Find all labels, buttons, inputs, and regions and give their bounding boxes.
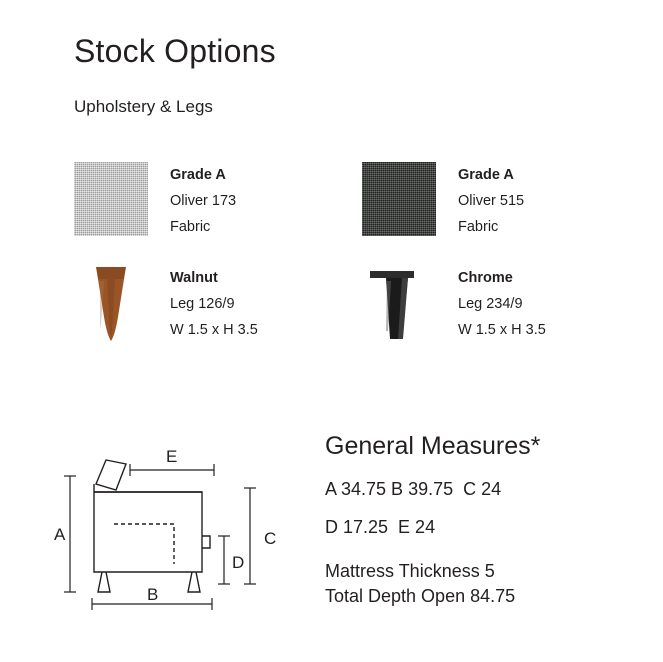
- walnut-leg-icon: [74, 265, 148, 343]
- diagram-label-d: D: [232, 553, 245, 572]
- option-text-block: [458, 162, 658, 240]
- option-name: Grade A: [170, 167, 226, 183]
- fabric-swatch-icon: [362, 162, 436, 236]
- option-name: Chrome: [458, 270, 513, 286]
- diagram-label-b: B: [147, 585, 159, 604]
- measure-line-3: Mattress Thickness 5: [325, 561, 495, 581]
- option-code: Leg 126/9: [170, 296, 235, 312]
- option-detail: W 1.5 x H 3.5: [170, 322, 258, 338]
- option-name: Grade A: [458, 167, 514, 183]
- option-code: Leg 234/9: [458, 296, 523, 312]
- measure-line-4: Total Depth Open 84.75: [325, 586, 516, 606]
- diagram-label-a: A: [54, 525, 66, 544]
- option-code: Oliver 515: [458, 193, 525, 209]
- option-name: Walnut: [170, 270, 218, 286]
- measure-line-1: A 34.75 B 39.75 C 24: [325, 479, 502, 499]
- page-title: Stock Options: [74, 33, 276, 69]
- chrome-leg-icon: [362, 265, 436, 343]
- option-text-block: [170, 162, 370, 240]
- diagram-label-e: E: [166, 447, 178, 466]
- option-detail: Fabric: [458, 219, 499, 235]
- option-detail: W 1.5 x H 3.5: [458, 322, 546, 338]
- option-text-block: [170, 265, 370, 343]
- option-detail: Fabric: [170, 219, 211, 235]
- option-text-block: [458, 265, 658, 343]
- general-measures-title: General Measures*: [325, 432, 541, 460]
- measure-line-2: D 17.25 E 24: [325, 517, 436, 537]
- fabric-swatch-icon: [74, 162, 148, 236]
- option-fabric-oliver-515[interactable]: [362, 162, 662, 252]
- option-leg-walnut[interactable]: [74, 265, 374, 355]
- option-code: Oliver 173: [170, 193, 237, 209]
- option-fabric-oliver-173[interactable]: [74, 162, 374, 252]
- dimension-diagram: [54, 432, 314, 622]
- diagram-label-c: C: [264, 529, 277, 548]
- section-subtitle: Upholstery & Legs: [74, 97, 213, 116]
- option-leg-chrome[interactable]: [362, 265, 662, 355]
